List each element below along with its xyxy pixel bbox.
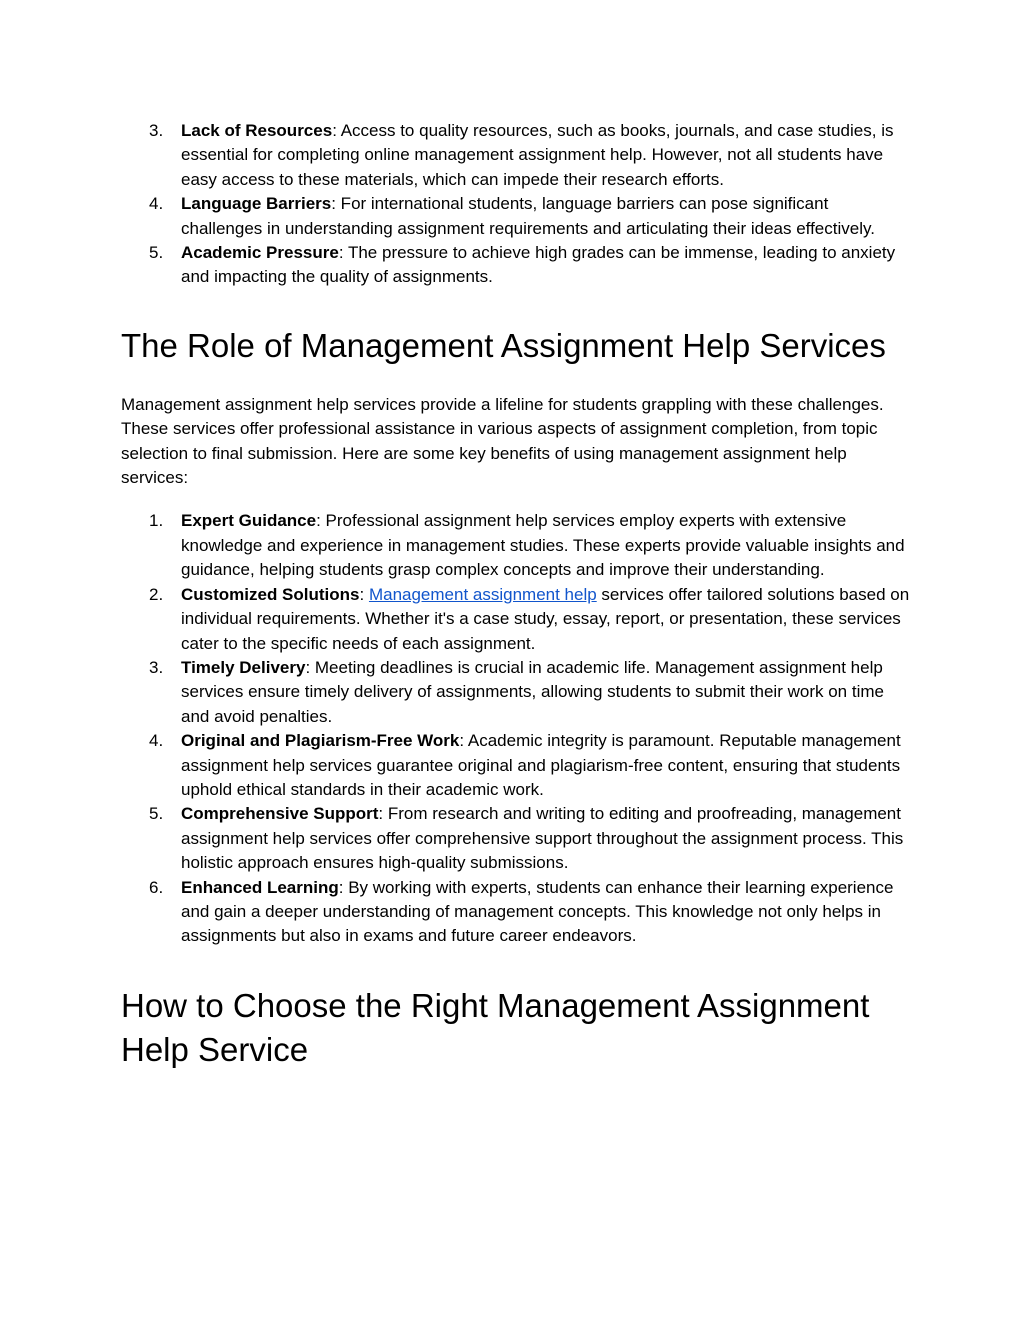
list-term: Expert Guidance bbox=[181, 511, 317, 531]
list-term: Customized Solutions bbox=[181, 584, 360, 604]
list-number: 5. bbox=[149, 243, 164, 263]
list-number: 1. bbox=[149, 511, 164, 531]
list-text: : From research and writing to editing and proofreading, management assignment help services offer comprehensive support throughout the assignment process. This holistic approach ensures high-quality submissions. bbox=[181, 804, 904, 873]
list-term: Timely Delivery bbox=[181, 657, 306, 677]
list-number: 4. bbox=[149, 194, 164, 214]
list-term: Enhanced Learning bbox=[181, 877, 339, 897]
section-intro-paragraph: Management assignment help services provide a lifeline for students grappling with these challenges. These services offer professional assistance in various aspects of assignment completion, from topic selection to final submission. Here are some key benefits of using management assignment help services: bbox=[121, 394, 884, 488]
list-number: 3. bbox=[149, 657, 164, 677]
list-term: Original and Plagiarism-Free Work bbox=[181, 731, 460, 751]
document-page bbox=[121, 119, 911, 1072]
list-term: Language Barriers bbox=[181, 194, 332, 214]
list-text: : By working with experts, students can enhance their learning experience and gain a deeper understanding of management concepts. This knowledge not only helps in assignments but also in exams and future career endeavors. bbox=[181, 877, 894, 946]
list-text: : Access to quality resources, such as books, journals, and case studies, is essential for completing online management assignment help. However, not all students have easy access to these materials, which can impede their research efforts. bbox=[181, 121, 894, 189]
list-number: 5. bbox=[149, 804, 164, 824]
list-item bbox=[121, 729, 911, 802]
list-number: 3. bbox=[149, 121, 164, 140]
list-text: services offer tailored solutions based on individual requirements. Whether it's a case study, essay, report, or presentation, these services cater to the specific needs of each assignment. bbox=[181, 584, 910, 653]
management-assignment-help-link[interactable]: Management assignment help bbox=[368, 584, 597, 604]
list-item bbox=[121, 509, 911, 582]
list-item bbox=[121, 192, 911, 241]
list-text: : Meeting deadlines is crucial in academic life. Management assignment help services ensure timely delivery of assignments, allowing students to submit their work on time and avoid penalties. bbox=[181, 657, 884, 726]
list-term: Lack of Resources bbox=[181, 121, 333, 140]
section-heading-choose: How to Choose the Right Management Assignment Help Service bbox=[121, 986, 870, 1068]
list-number: 6. bbox=[149, 877, 164, 897]
challenges-list bbox=[121, 119, 911, 290]
list-number: 4. bbox=[149, 731, 164, 751]
list-item bbox=[121, 241, 911, 290]
section-heading-role: The Role of Management Assignment Help Services bbox=[121, 326, 886, 364]
list-text: : For international students, language barriers can pose significant challenges in understanding assignment requirements and articulating their ideas effectively. bbox=[181, 194, 875, 238]
list-term: Comprehensive Support bbox=[181, 804, 379, 824]
list-text: : Academic integrity is paramount. Reputable management assignment help services guarantee original and plagiarism-free content, ensuring that students uphold ethical standards in their academic work. bbox=[181, 731, 901, 799]
list-term: Academic Pressure bbox=[181, 243, 339, 263]
list-item bbox=[121, 656, 911, 729]
list-text-prefix: : bbox=[359, 584, 369, 604]
list-text: : Professional assignment help services employ experts with extensive knowledge and experience in management studies. These experts provide valuable insights and guidance, helping students grasp complex concepts and improve their understanding. bbox=[181, 511, 905, 580]
list-text: : The pressure to achieve high grades can be immense, leading to anxiety and impacting the quality of assignments. bbox=[181, 243, 896, 287]
list-number: 2. bbox=[149, 584, 164, 604]
list-item bbox=[121, 876, 911, 949]
list-item bbox=[121, 583, 911, 656]
benefits-list bbox=[121, 509, 911, 948]
list-item bbox=[121, 802, 911, 875]
list-item bbox=[121, 119, 911, 192]
